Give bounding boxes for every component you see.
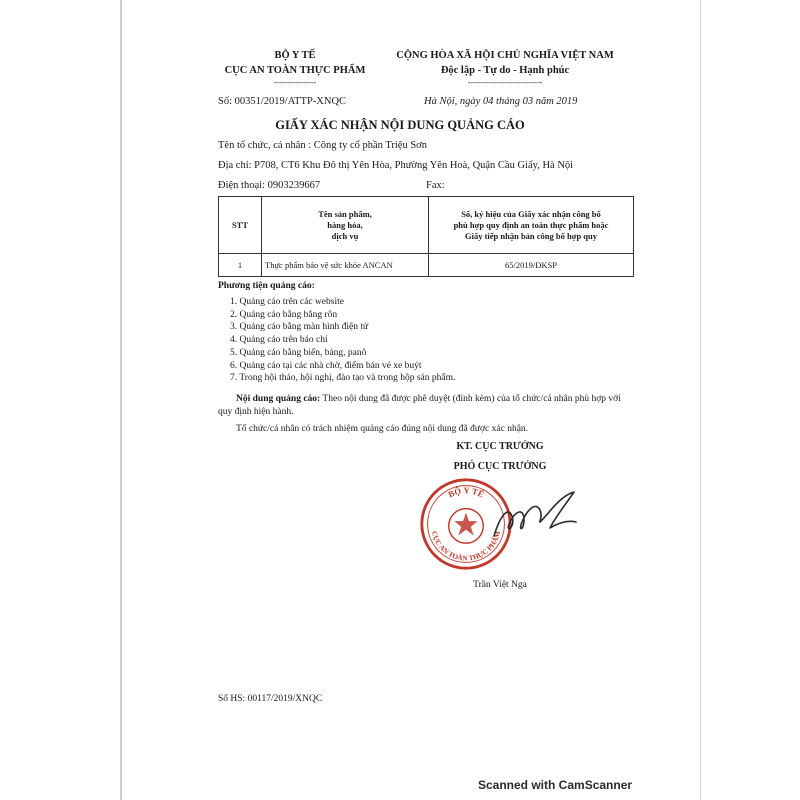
motto: Độc lập - Tự do - Hạnh phúc xyxy=(440,65,570,76)
header-certificate: Số, ký hiệu của Giấy xác nhận công bố phù hợp quy định an toàn thực phẩm hoặc Giấy tiếp nhận bản công bố hợp quy xyxy=(429,197,634,254)
means-title: Phương tiện quảng cáo: xyxy=(218,281,315,291)
ministry-header xyxy=(220,48,370,88)
org-name: Tên tổ chức, cá nhân : Công ty cổ phần Triệu Sơn xyxy=(218,140,427,151)
right-divider: ---------------------------- xyxy=(467,78,543,87)
table-row xyxy=(219,254,634,277)
document-number: Số: 00351/2019/ATTP-XNQC xyxy=(218,96,347,107)
signer-title-2: PHÓ CỤC TRƯỞNG xyxy=(453,461,547,472)
content-label: Nội dung quảng cáo: xyxy=(236,394,321,404)
seal-bottom-text: CỤC AN TOÀN THỰC PHẨM xyxy=(429,530,503,563)
list-item: 5. Quảng cáo bằng biển, bảng, panô xyxy=(230,347,367,358)
row-certificate: 65/2019/ĐKSP xyxy=(429,254,634,277)
org-phone: Điện thoại: 0903239667 xyxy=(218,180,321,191)
list-item: 1. Quảng cáo trên các website xyxy=(230,297,344,307)
list-item: 4. Quảng cáo trên báo chí xyxy=(230,335,328,346)
left-divider: ---------------- xyxy=(273,78,317,87)
handwritten-signature-icon xyxy=(490,486,580,546)
row-product-name: Thực phẩm bảo vệ sức khỏe ANCAN xyxy=(262,254,429,277)
seal-top-text: BỘ Y TẾ xyxy=(446,485,486,500)
org-fax: Fax: xyxy=(426,180,445,191)
country-name: CỘNG HÒA XÃ HỘI CHỦ NGHĨA VIỆT NAM xyxy=(396,50,614,61)
national-header xyxy=(380,48,630,88)
list-item: 2. Quảng cáo bằng băng rôn xyxy=(230,309,338,320)
means-list xyxy=(230,296,455,385)
scanner-watermark: Scanned with CamScanner xyxy=(478,778,633,792)
signer-name: Trần Việt Nga xyxy=(473,580,527,590)
signer-title-1: KT. CỤC TRƯỞNG xyxy=(456,441,544,452)
org-address: Địa chỉ: P708, CT6 Khu Đô thị Yên Hòa, Phường Yên Hoà, Quận Cầu Giấy, Hà Nội xyxy=(218,160,574,171)
ministry-name: BỘ Y TẾ xyxy=(274,50,316,61)
responsibility-text: Tổ chức/cá nhân có trách nhiệm quảng cáo đúng nội dung đã được xác nhận. xyxy=(236,424,529,434)
row-stt: 1 xyxy=(219,254,262,277)
product-table xyxy=(218,196,634,277)
table-header-row xyxy=(219,197,634,254)
agency-name: CỤC AN TOÀN THỰC PHẨM xyxy=(224,65,366,76)
list-item: 3. Quảng cáo bằng màn hình điện tử xyxy=(230,322,369,333)
responsibility-paragraph xyxy=(218,423,630,436)
content-paragraph xyxy=(218,393,630,418)
list-item: 6. Quảng cáo tại các nhà chờ, điểm bán vé xe buýt xyxy=(230,360,422,371)
content-text: Theo nội dung đã được phê duyệt (đính kèm) của tổ chức/cá nhân phù hợp với quy định hiện hành. xyxy=(218,394,621,417)
header-stt: STT xyxy=(219,197,262,254)
document-title: GIẤY XÁC NHẬN NỘI DUNG QUẢNG CÁO xyxy=(275,118,525,132)
list-item: 7. Trong hội thảo, hội nghị, đào tạo và trong hộp sản phẩm. xyxy=(230,373,456,384)
header-product-name: Tên sản phẩm, hàng hóa, dịch vụ xyxy=(262,197,429,254)
file-number: Số HS: 00117/2019/XNQC xyxy=(218,694,323,704)
document-date: Hà Nội, ngày 04 tháng 03 năm 2019 xyxy=(424,96,578,107)
